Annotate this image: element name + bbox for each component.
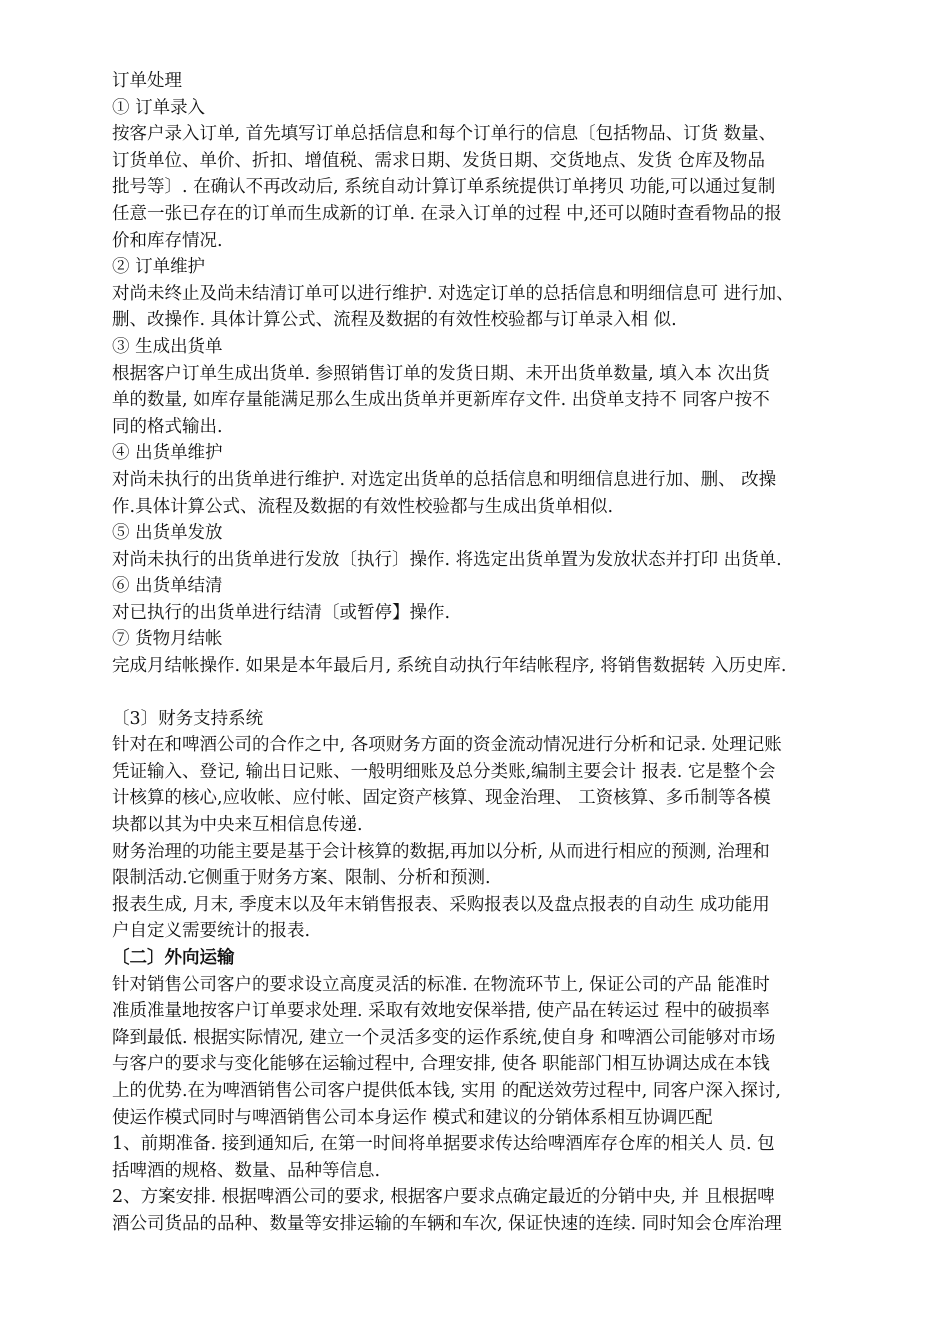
paragraph bbox=[112, 254, 902, 281]
text-line: 对已执行的出货单进行结清〔或暂停】操作. bbox=[112, 602, 451, 623]
paragraph bbox=[112, 281, 902, 334]
text-line: 上的优势.在为啤酒销售公司客户提供低本钱, 实用 的配送效劳过程中, 同客户深入探讨, bbox=[112, 1080, 781, 1101]
paragraph bbox=[112, 1131, 902, 1184]
section-heading bbox=[112, 945, 902, 972]
text-line: ③ 生成出货单 bbox=[112, 336, 223, 357]
paragraph bbox=[112, 600, 902, 627]
paragraph bbox=[112, 467, 902, 520]
text-line: 对尚未终止及尚未结清订单可以进行维护. 对选定订单的总括信息和明细信息可 进行加、 bbox=[112, 283, 794, 304]
blank-line bbox=[112, 680, 902, 706]
text-line: 限制活动.它侧重于财务方案、限制、分析和预测. bbox=[112, 868, 491, 889]
text-line: 同的格式输出. bbox=[112, 416, 223, 437]
text-line: 户自定义需要统计的报表. bbox=[112, 921, 311, 942]
text-line: 任意一张已存在的订单而生成新的订单. 在录入订单的过程 中,还可以随时查看物品的报 bbox=[112, 203, 782, 224]
text-line: ① 订单录入 bbox=[112, 97, 206, 118]
text-line: 价和库存情况. bbox=[112, 230, 223, 251]
text-line: 对尚未执行的出货单进行维护. 对选定出货单的总括信息和明细信息进行加、删、 改操 bbox=[112, 469, 777, 490]
paragraph bbox=[112, 839, 902, 892]
text-line: 1、前期准备. 接到通知后, 在第一时间将单据要求传达给啤酒库存仓库的相关人 员. 包 bbox=[112, 1134, 775, 1155]
text-line: 括啤酒的规格、数量、品种等信息. bbox=[112, 1160, 381, 1181]
paragraph bbox=[112, 547, 902, 574]
text-line: 计核算的核心,应收帐、应付帐、固定资产核算、现金治理、 工资核算、多币制等各模 bbox=[112, 788, 771, 809]
text-line: 单的数量, 如库存量能满足那么生成出货单并更新库存文件. 出贷单支持不 同客户按不 bbox=[112, 390, 770, 411]
text-line: ④ 出货单维护 bbox=[112, 443, 223, 464]
text-line: 删、改操作. 具体计算公式、流程及数据的有效性校验都与订单录入相 似. bbox=[112, 310, 677, 331]
text-line: ② 订单维护 bbox=[112, 257, 206, 278]
paragraph bbox=[112, 1184, 902, 1237]
text-line: 针对在和啤酒公司的合作之中, 各项财务方面的资金流动情况进行分析和记录. 处理记账 bbox=[112, 735, 782, 756]
paragraph bbox=[112, 95, 902, 122]
text-line: 针对销售公司客户的要求设立高度灵活的标准. 在物流环节上, 保证公司的产品 能准时 bbox=[112, 974, 770, 995]
paragraph bbox=[112, 626, 902, 653]
text-line: 报表生成, 月末, 季度末以及年末销售报表、采购报表以及盘点报表的自动生 成功能用 bbox=[112, 894, 770, 915]
text-line: 根据客户订单生成出货单. 参照销售订单的发货日期、未开出货单数量, 填入本 次出货 bbox=[112, 363, 770, 384]
paragraph bbox=[112, 706, 902, 733]
text-line: 批号等〕. 在确认不再改动后, 系统自动计算订单系统提供订单拷贝 功能,可以通过复制 bbox=[112, 177, 776, 198]
text-line: 对尚未执行的出货单进行发放〔执行〕操作. 将选定出货单置为发放状态并打印 出货单. bbox=[112, 549, 782, 570]
text-line: 块都以其为中央来互相信息传递. bbox=[112, 815, 363, 836]
paragraph bbox=[112, 972, 902, 1132]
text-line: 订货单位、单价、折扣、增值税、需求日期、发货日期、交货地点、发货 仓库及物品 bbox=[112, 150, 766, 171]
paragraph bbox=[112, 573, 902, 600]
paragraph bbox=[112, 121, 902, 254]
text-line: 完成月结帐操作. 如果是本年最后月, 系统自动执行年结帐程序, 将销售数据转 入历史库. bbox=[112, 656, 787, 677]
paragraph bbox=[112, 334, 902, 361]
text-line: 〔3〕财务支持系统 bbox=[112, 708, 264, 729]
text-line: ⑦ 货物月结帐 bbox=[112, 629, 223, 650]
text-line: 准质准量地按客户订单要求处理. 采取有效地安保举措, 使产品在转运过 程中的破损率 bbox=[112, 1001, 770, 1022]
text-line: 酒公司货品的品种、数量等安排运输的车辆和车次, 保证快速的连续. 同时知会仓库治理 bbox=[112, 1213, 782, 1234]
text-line: 2、方案安排. 根据啤酒公司的要求, 根据客户要求点确定最近的分销中央, 并 且根据啤 bbox=[112, 1187, 775, 1208]
text-line: 降到最低. 根据实际情况, 建立一个灵活多变的运作系统,使自身 和啤酒公司能够对市场 bbox=[112, 1027, 776, 1048]
text-line: 按客户录入订单, 首先填写订单总括信息和每个订单行的信息〔包括物品、订货 数量、 bbox=[112, 124, 777, 145]
document-page bbox=[112, 68, 902, 1238]
text-line: 作.具体计算公式、流程及数据的有效性校验都与生成出货单相似. bbox=[112, 496, 614, 517]
text-line: 财务治理的功能主要是基于会计核算的数据,再加以分析, 从而进行相应的预测, 治理和 bbox=[112, 841, 770, 862]
text-line: ⑥ 出货单结清 bbox=[112, 576, 223, 597]
paragraph bbox=[112, 361, 902, 441]
paragraph bbox=[112, 653, 902, 680]
text-line: 与客户的要求与变化能够在运输过程中, 合理安排, 使各 职能部门相互协调达成在本钱 bbox=[112, 1054, 770, 1075]
text-line: ⑤ 出货单发放 bbox=[112, 523, 223, 544]
paragraph bbox=[112, 732, 902, 838]
paragraph bbox=[112, 440, 902, 467]
paragraph bbox=[112, 892, 902, 945]
text-line: 使运作模式同时与啤酒销售公司本身运作 模式和建议的分销体系相互协调匹配 bbox=[112, 1107, 713, 1128]
text-line: 〔二〕外向运输 bbox=[112, 948, 235, 968]
text-line: 订单处理 bbox=[112, 71, 182, 91]
paragraph bbox=[112, 68, 902, 95]
text-line: 凭证输入、登记, 输出日记账、一般明细账及总分类账,编制主要会计 报表. 它是整个会 bbox=[112, 761, 776, 782]
paragraph bbox=[112, 520, 902, 547]
